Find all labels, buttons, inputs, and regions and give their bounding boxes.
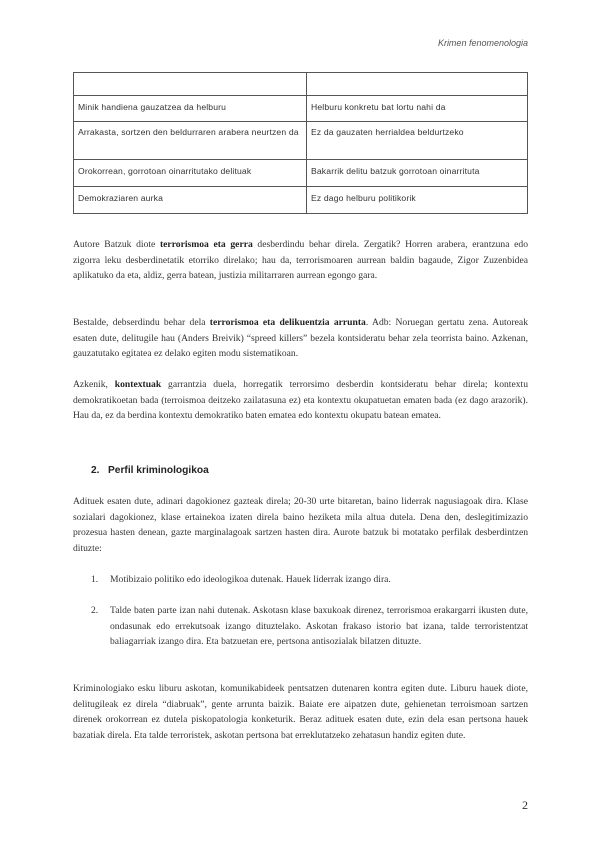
- emphasis-text: kontextuak: [114, 379, 162, 390]
- table-row: [74, 160, 528, 187]
- comparison-table: [73, 72, 528, 214]
- list-item-text: Motibizaio politiko edo ideologikoa dutenak. Hauek liderrak izango dira.: [110, 574, 391, 585]
- paragraph-criminology: Kriminologiako esku liburu askotan, komunikabideek pentsatzen dutenaren kontra egiten dute. Liburu hauek diote, delitugileak ez direla “diabruak”, gente arrunta baizik. Baiate ere aipatzen dute, gehienetan terroismoan sartzen direnek orokorrean ez dutela piskopatologia konketurik. Beraz adituek esaten dute, ezin dela esan pertsona hauek bazatiak direla. Eta talde terroristek, askotan pertsona bat erreklutatzeko zehatasun handiz egiten dute.: [73, 683, 528, 741]
- table-cell: Bakarrik delitu batzuk gorrotoan oinarrituta: [307, 160, 528, 187]
- table-cell: Minik handiena gauzatzea da helburu: [74, 96, 307, 122]
- table-cell: [307, 73, 528, 96]
- table-cell: Ez dago helburu politikorik: [307, 187, 528, 214]
- paragraph-terrorism-war: Autore Batzuk diote terrorismoa eta gerra desberdindu behar direla. Zergatik? Horren arabera, erantzuna edo zigorra leku desberdinetatik etorriko direlako; hau da, terrorismoaren aurrean baldin bagaude, Zigor Zuzenbidea aplikatuko da eta, aldiz, gerra batean, justizia militarraren aurrean egongo gara.: [73, 239, 528, 281]
- paragraph-context: Azkenik, kontextuak garrantzia duela, horregatik terrorsimo desberdin kontsideratu behar direla; kontextu demokratikoetan bada (terroismoa deitzeko zailatasuna ez) eta kontextu okupatuetan ematen bada (ez dago arazorik). Hau da, ez da berdina kontextu demokratiko baten ematea edo kontextu okupatu batean ematea.: [73, 379, 528, 421]
- profile-list: [73, 603, 528, 650]
- table-cell: Helburu konkretu bat lortu nahi da: [307, 96, 528, 122]
- page-number: 2: [522, 798, 528, 812]
- running-header: Krimen fenomenologia: [437, 38, 528, 48]
- list-item: [73, 603, 528, 650]
- list-item: [73, 572, 528, 588]
- table-cell: [74, 73, 307, 96]
- profile-list: [73, 572, 528, 588]
- table-cell: Ez da gauzaten herrialdea beldurtzeko: [307, 122, 528, 160]
- section-number: 2.: [91, 465, 100, 476]
- table-row: [74, 73, 528, 96]
- table-cell: Arrakasta, sortzen den beldurraren arabera neurtzen da: [74, 122, 307, 160]
- paragraph-profile: Adituek esaten dute, adinari dagokionez gazteak direla; 20-30 urte bitaretan, baino liderrak nagusiagoak dira. Klase sozialari dagokionez, klase ertainekoa izaten direla baino heziketa mila altua dutela. Dena den, deslegitimizazio prozesua hasten denean, gazte marginalagoak sartzen hasten dira. Aurote batzuk bi motatako perfilak desberdintzen dituzte:: [73, 496, 528, 554]
- emphasis-text: terrorismoa eta gerra: [159, 239, 253, 250]
- section-title: Perfil kriminologikoa: [108, 465, 209, 476]
- table-row: [74, 187, 528, 214]
- list-marker: 2.: [91, 605, 99, 616]
- table-row: [74, 122, 528, 160]
- table-cell: Demokraziaren aurka: [74, 187, 307, 214]
- list-marker: 1.: [91, 574, 99, 585]
- emphasis-text: terrorismoa eta delikuentzia arrunta: [209, 317, 366, 328]
- section-heading: [91, 465, 209, 476]
- table-cell: Orokorrean, gorrotoan oinarritutako delituak: [74, 160, 307, 187]
- paragraph-terrorism-crime: Bestalde, debserdindu behar dela terrorismoa eta delikuentzia arrunta. Adb: Noruegan gertatu zena. Autoreak esaten dute, delitugile hau (Anders Breivik) “spreed killers” bezela kontsideratu behar zela teorrista baino. Azkenan, gauzatutako egitatea ez delako egiten modu sistematikoan.: [73, 317, 528, 359]
- list-item-text: Talde baten parte izan nahi dutenak. Askotasn klase baxukoak direnez, terrorismoa erakargarri ikusten dute, ondasunak edo errekutsoak izango dituztelako. Askotan frakaso istorio bat izana, talde terroristentzat baliagarriak izango dira. Eta batzuetan ere, pertsona antisozialak bilatzen dituzte.: [110, 605, 528, 647]
- table-row: [74, 96, 528, 122]
